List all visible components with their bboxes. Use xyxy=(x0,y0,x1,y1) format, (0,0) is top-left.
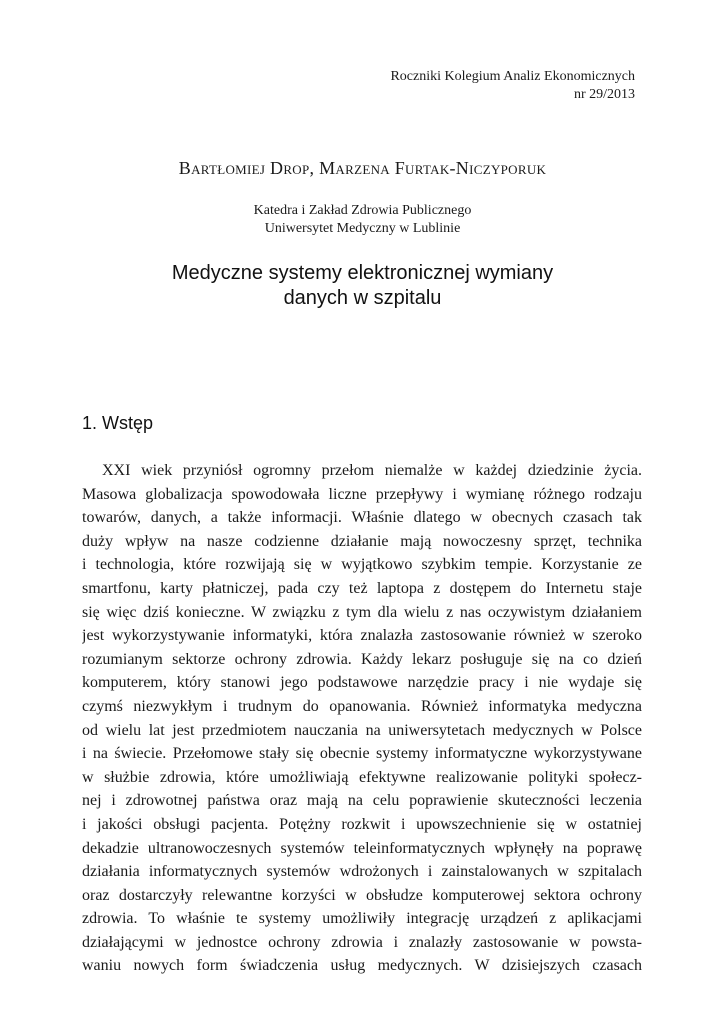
article-title xyxy=(0,261,725,311)
journal-header xyxy=(390,68,635,104)
text-line: towarów, danych, a także informacji. Właśnie dlatego w obecnych czasach tak xyxy=(82,509,642,527)
text-line: oraz dostarczyły relewantne korzyści w obsłudze komputerowej sektora ochrony xyxy=(82,886,642,904)
text-line: duży wpływ na nasze codzienne działanie mają nowoczesny sprzęt, technika xyxy=(82,532,642,550)
text-line: czymś niezwykłym i trudnym do opanowania. Również informatyka medyczna xyxy=(82,697,642,715)
text-line: smartfonu, karty płatniczej, pada czy też laptopa z dostępem do Internetu staje xyxy=(82,579,642,597)
article-title-line: Medyczne systemy elektronicznej wymiany xyxy=(171,262,554,284)
text-line: i jakości obsługi pacjenta. Potężny rozkwit i upowszechnienie się w ostatniej xyxy=(82,815,642,833)
journal-name: Roczniki Kolegium Analiz Ekonomicznych xyxy=(390,69,635,84)
text-line: XXI wiek przyniósł ogromny przełom niemalże w każdej dziedzinie życia. xyxy=(102,462,642,479)
section-heading: 1. Wstęp xyxy=(82,413,154,433)
text-line: zdrowia. To właśnie te systemy umożliwiły integrację urządzeń z aplikacjami xyxy=(82,910,642,928)
authors: Bartłomiej Drop, Marzena Furtak-Niczyporuk xyxy=(178,158,547,178)
text-line: rozumianym sektorze ochrony zdrowia. Każdy lekarz posługuje się na co dzień xyxy=(82,650,642,668)
journal-issue: nr 29/2013 xyxy=(573,87,635,102)
affiliation xyxy=(0,202,725,238)
affiliation-university: Uniwersytet Medyczny w Lublinie xyxy=(264,221,461,236)
text-line: waniu nowych form świadczenia usług medycznych. W dzisiejszych czasach xyxy=(82,957,642,975)
text-line: działania informatycznych systemów wdrożonych i zainstalowanych w szpitalach xyxy=(82,863,642,881)
article-title-line: danych w szpitalu xyxy=(283,287,442,309)
text-line: Masowa globalizacja spowodowała liczne przepływy i wymianę różnego rodzaju xyxy=(82,485,642,503)
text-line: jest wykorzystywanie informatyki, która znalazła zastosowanie również w szeroko xyxy=(82,627,642,645)
affiliation-department: Katedra i Zakład Zdrowia Publicznego xyxy=(253,203,472,218)
text-line: w służbie zdrowia, które umożliwiają efektywne realizowanie polityki społecz- xyxy=(82,768,642,786)
text-line: i technologia, które rozwijają się w wyjątkowo szybkim tempie. Korzystanie ze xyxy=(82,556,642,574)
text-line: nej i zdrowotnej państwa oraz mają na celu poprawienie skuteczności leczenia xyxy=(82,792,642,810)
text-line: i na świecie. Przełomowe stały się obecnie systemy informatyczne wykorzystywane xyxy=(82,745,642,763)
text-line: działającymi w jednostce ochrony zdrowia i znalazły zastosowanie w powsta- xyxy=(82,933,642,951)
text-line: od wielu lat jest przedmiotem nauczania na uniwersytetach medycznych w Polsce xyxy=(82,721,642,739)
body-paragraph xyxy=(82,459,642,978)
text-line: dekadzie ultranowoczesnych systemów teleinformatycznych wpłynęły na poprawę xyxy=(82,839,642,857)
text-line: komputerem, który stanowi jego podstawowe narzędzie pracy i nie wydaje się xyxy=(82,674,642,692)
text-line: się więc dziś konieczne. W związku z tym dla wielu z nas oczywistym działaniem xyxy=(82,603,642,621)
